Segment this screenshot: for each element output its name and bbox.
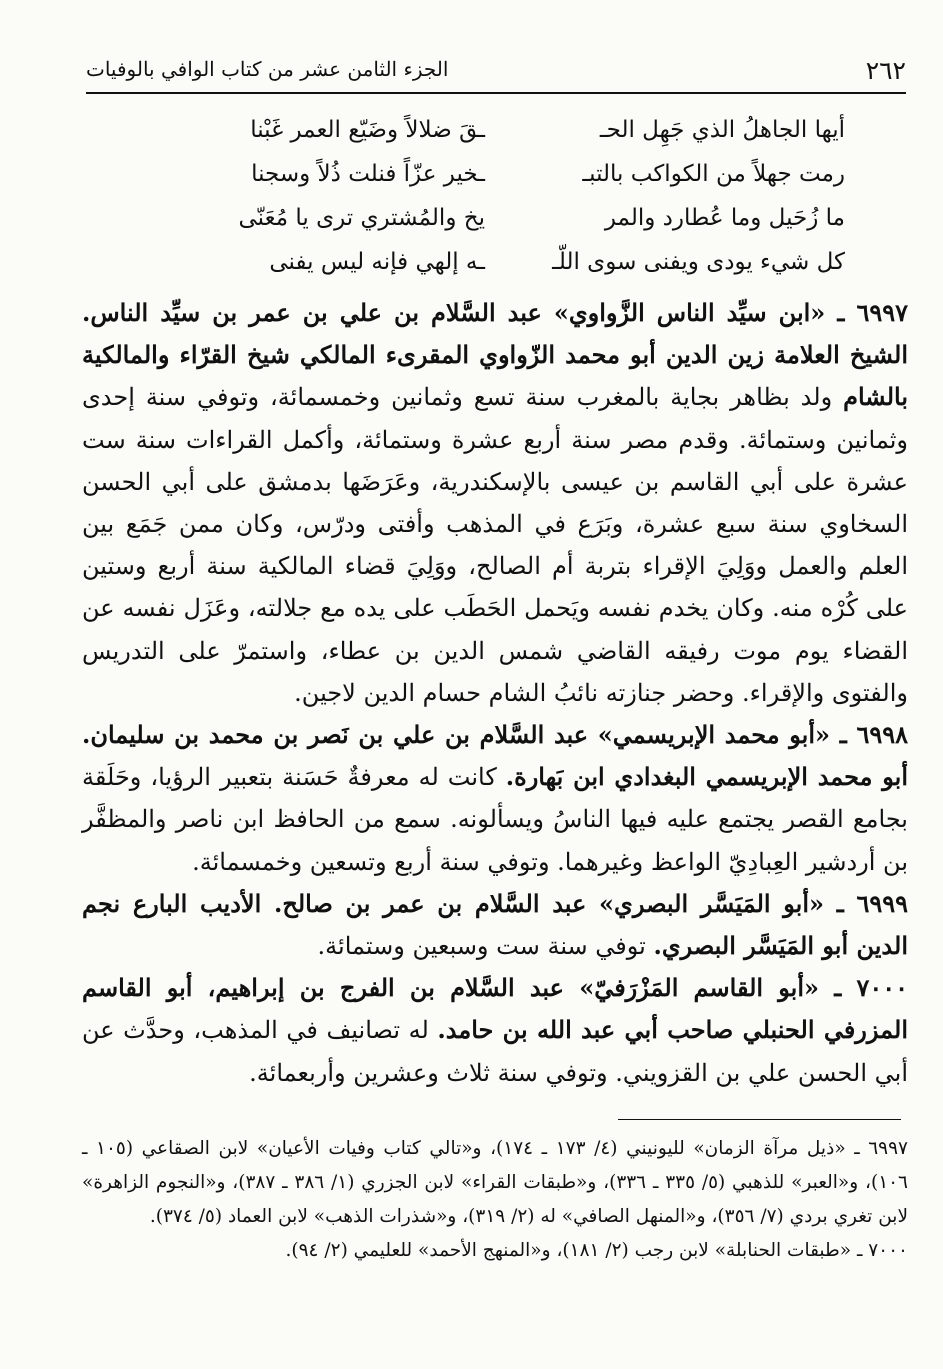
hemistich-first: رمت جهلاً من الكواكب بالتبـ bbox=[582, 161, 845, 187]
footnote-divider bbox=[618, 1119, 901, 1120]
hemistich-second: ـقَ ضلالاً وضَيّع العمر غَبْنا bbox=[250, 117, 485, 143]
entry-heading: ٧٠٠٠ ـ «أبو القاسم المَزْرَفيّ» عبد السَّلام بن الفرج بن إبراهيم، أبو القاسم المزرفي الحنبلي صاحب أبي عبد الله بن حامد. bbox=[82, 973, 908, 1045]
footnote-lead: ٧٠٠٠ ـ «طبقات الحنابلة» لابن رجب (٢/ ١٨١)، و«المنهج الأحمد» للعليمي (٢/ ٩٤). bbox=[285, 1240, 908, 1261]
verse bbox=[150, 159, 845, 203]
hemistich-first: ما زُحَيل وما عُطارد والمر bbox=[604, 205, 845, 231]
footnote-7000 bbox=[82, 1234, 908, 1268]
entry-heading: ٦٩٩٧ ـ «ابن سيِّد الناس الزَّواوي» عبد السَّلام بن علي بن عمر بن سيِّد الناس. الشيخ العلامة زين الدين أبو محمد الزّواوي المقرىء المالكي شيخ القرّاء والمالكية بالشام bbox=[82, 298, 908, 412]
footnote-lead: ٦٩٩٧ ـ «ذيل مرآة الزمان» لليونيني (٤/ ١٧٣ ـ ١٧٤)، و«تالي كتاب وفيات الأعيان» لابن الصقاعي (١٠٥ ـ bbox=[82, 1138, 908, 1159]
hemistich-second: ـه إلهي فإنه ليس يفنى bbox=[269, 249, 485, 275]
entry-7000 bbox=[82, 967, 908, 1094]
page-number: ٢٦٢ bbox=[865, 56, 906, 85]
entry-heading: ٦٩٩٩ ـ «أبو المَيَسَّر البصري» عبد السَّلام بن عمر بن صالح. الأديب البارع نجم الدين أبو المَيَسَّر البصري. bbox=[82, 888, 908, 961]
footnotes bbox=[82, 1132, 908, 1268]
hemistich-second: يخ والمُشتري ترى يا مُعَنّى bbox=[238, 205, 485, 231]
hemistich-second: ـخير عزّاً فنلت ذُلاً وسجنا bbox=[251, 161, 485, 187]
hemistich-first: أيها الجاهلُ الذي جَهِل الحـ bbox=[599, 117, 845, 143]
running-title: الجزء الثامن عشر من كتاب الوافي بالوفيات bbox=[86, 57, 449, 81]
entry-text: له تصانيف في المذهب، وحدَّث عن أبي الحسن علي بن القزويني. وتوفي سنة ثلاث وعشرين وأربعمائة. bbox=[82, 1016, 908, 1087]
entry-text: كانت له معرفةٌ حَسَنة بتعبير الرؤيا، وحَلَقة بجامع القصر يجتمع عليه فيها الناسُ ويسألونه. سمع من الحافظ ابن ناصر والمظفَّر بن أردشير العِبادِيّ الواعظ وغيرهما. وتوفي سنة أربع وتسعين وخمسمائة. bbox=[82, 763, 908, 876]
entry-6999 bbox=[82, 883, 908, 967]
entry-6997 bbox=[82, 292, 908, 714]
verse bbox=[150, 115, 845, 159]
hemistich-first: كل شيء يودى ويفنى سوى اللّـ bbox=[552, 249, 845, 275]
poem bbox=[150, 115, 845, 291]
entry-heading: ٦٩٩٨ ـ «أبو محمد الإبريسمي» عبد السَّلام بن علي بن نَصر بن محمد بن سليمان. أبو محمد الإبريسمي البغدادي ابن بَهارة. bbox=[82, 720, 908, 792]
footnote-rest: ١٠٦)، و«العبر» للذهبي (٥/ ٣٣٥ ـ ٣٣٦)، و«طبقات القراء» لابن الجزري (١/ ٣٨٦ ـ ٣٨٧)، و«النجوم الزاهرة» لابن تغري بردي (٧/ ٣٥٦)، و«المنهل الصافي» له (٢/ ٣١٩)، و«شذرات الذهب» لابن العماد (٥/ ٣٧٤). bbox=[82, 1172, 908, 1227]
entry-text: ولد بظاهر بجاية بالمغرب سنة تسع وثمانين وخمسمائة، وتوفي سنة إحدى وثمانين وستمائة. وقدم مصر سنة أربع عشرة وستمائة، وأكمل القراءات سنة ست عشرة على أبي القاسم بن عيسى بالإسكندرية، وعَرَضَها بدمشق على أبي الحسن السخاوي سنة سبع عشرة، وبَرَع في المذهب وأفتى ودرّس، وكان ممن جَمَع بين العلم والعمل ووَلِيَ الإقراء بتربة أم الصالح، ووَلِيَ قضاء المالكية سنة أربع وستين على كُرْه منه. وكان يخدم نفسه ويَحمل الحَطَب على يده مع جلالته، وعَزَل نفسه عن القضاء يوم موت رفيقه القاضي شمس الدين بن عطاء، واستمرّ على التدريس والفتوى والإقراء. وحضر جنازته نائبُ الشام حسام الدين لاجين. bbox=[82, 383, 908, 707]
verse bbox=[150, 203, 845, 247]
biography-entries bbox=[82, 292, 908, 1094]
footnote-6997 bbox=[82, 1132, 908, 1234]
entry-6998 bbox=[82, 714, 908, 883]
page-header bbox=[86, 52, 906, 94]
entry-text: توفي سنة ست وسبعين وستمائة. bbox=[317, 932, 654, 961]
verse bbox=[150, 247, 845, 291]
